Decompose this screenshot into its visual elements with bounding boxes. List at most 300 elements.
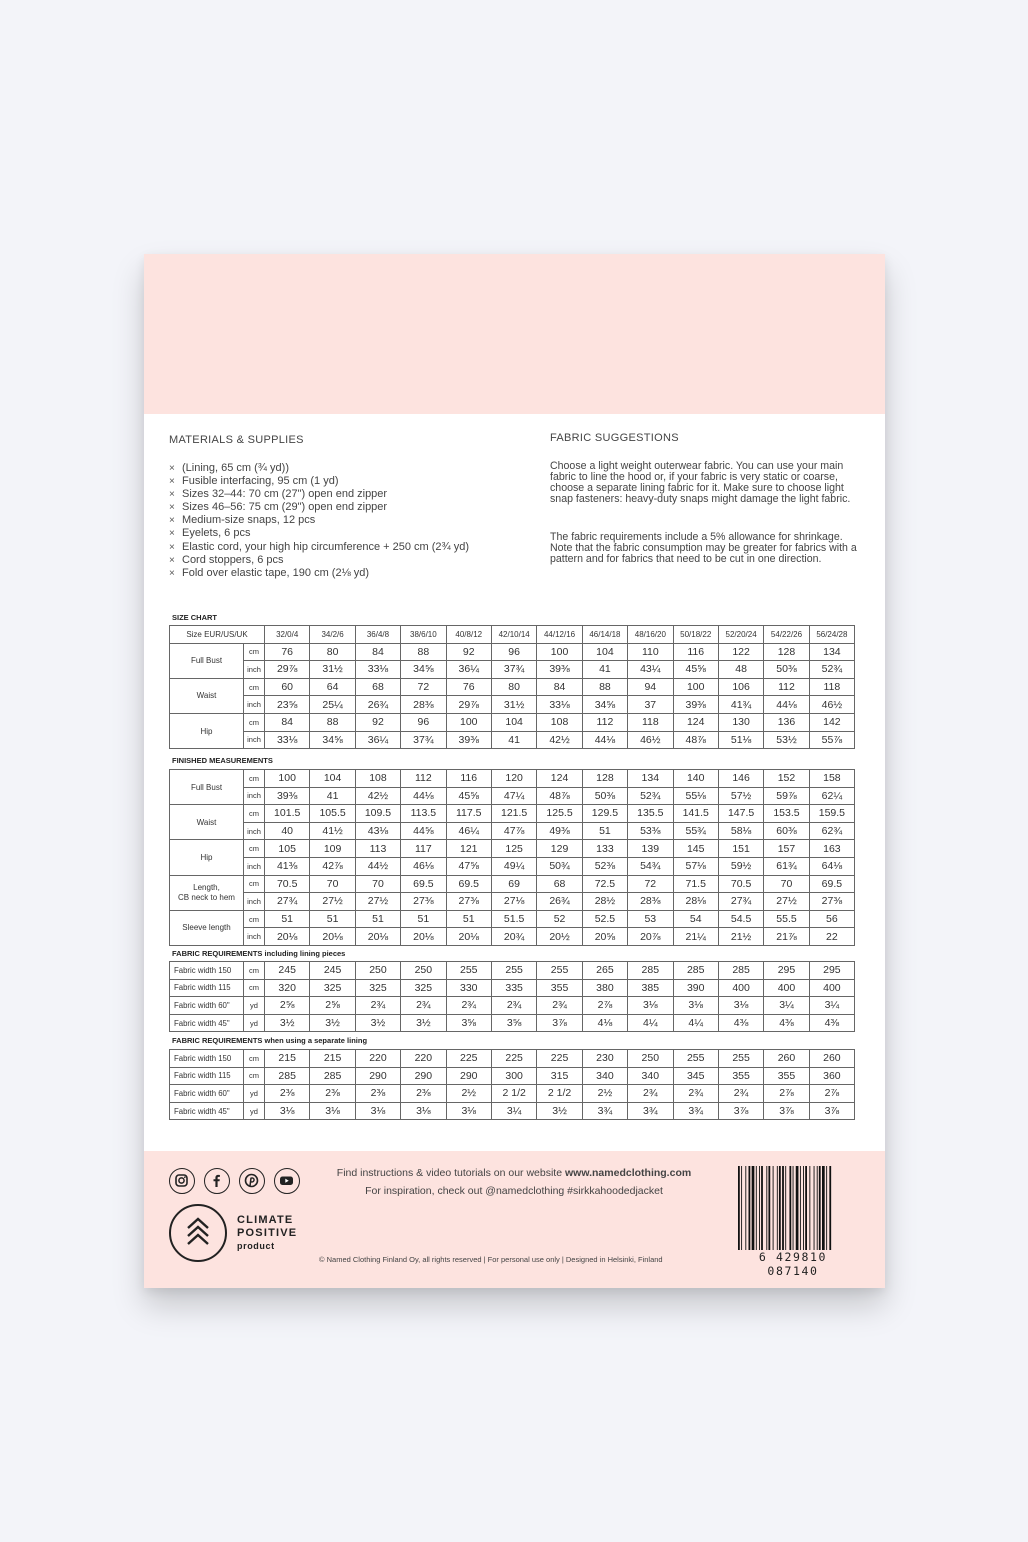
bullet-x-icon: × xyxy=(169,541,175,553)
materials-item xyxy=(169,541,469,554)
value-inch: 21⅞ xyxy=(764,928,809,946)
value-inch: 41¾ xyxy=(718,696,763,714)
unit-inch: inch xyxy=(244,893,265,911)
value-cm: 84 xyxy=(537,678,582,696)
value-cm: 88 xyxy=(582,678,627,696)
table-row xyxy=(170,1085,855,1103)
value-cm: 117.5 xyxy=(446,805,491,823)
climate-line-2: POSITIVE xyxy=(237,1227,298,1239)
table-row xyxy=(170,1050,855,1068)
fabric-amount: 285 xyxy=(718,962,763,980)
value-inch: 46½ xyxy=(628,731,673,749)
fabric-amount: 2⅞ xyxy=(582,997,627,1015)
fabric-width-label: Fabric width 60" xyxy=(170,1085,244,1103)
value-cm: 100 xyxy=(265,770,310,788)
table-row xyxy=(170,857,855,875)
fabric-amount: 4¼ xyxy=(628,1014,673,1032)
unit-cell: yd xyxy=(244,1014,265,1032)
value-inch: 49⅜ xyxy=(537,822,582,840)
value-cm: 105 xyxy=(265,840,310,858)
fabric-amount: 2⅝ xyxy=(310,997,355,1015)
unit-cm: cm xyxy=(244,643,265,661)
table-row xyxy=(170,1014,855,1032)
value-inch: 43¼ xyxy=(628,661,673,679)
unit-cell: yd xyxy=(244,1102,265,1120)
materials-item-text: Eyelets, 6 pcs xyxy=(182,527,251,540)
value-inch: 28½ xyxy=(582,893,627,911)
barcode-bar xyxy=(817,1166,818,1250)
value-cm: 56 xyxy=(809,910,854,928)
value-cm: 147.5 xyxy=(718,805,763,823)
fabric-amount: 3⅛ xyxy=(401,1102,446,1120)
fabric-amount: 285 xyxy=(265,1067,310,1085)
measure-label: Length, CB neck to hem xyxy=(170,875,244,910)
fabric-req-lining-label: FABRIC REQUIREMENTS including lining pieces xyxy=(172,949,346,958)
fabric-amount: 225 xyxy=(491,1050,536,1068)
value-cm: 70 xyxy=(764,875,809,893)
climate-line-3: product xyxy=(237,1241,275,1251)
value-cm: 94 xyxy=(628,678,673,696)
table-row xyxy=(170,962,855,980)
bullet-x-icon: × xyxy=(169,489,175,501)
measure-label: Full Bust xyxy=(170,770,244,805)
bullet-x-icon: × xyxy=(169,528,175,540)
fabric-amount: 3½ xyxy=(310,1014,355,1032)
value-cm: 53 xyxy=(628,910,673,928)
fabric-amount: 250 xyxy=(355,962,400,980)
value-cm: 80 xyxy=(310,643,355,661)
table-row xyxy=(170,713,855,731)
value-cm: 64 xyxy=(310,678,355,696)
value-inch: 52¾ xyxy=(809,661,854,679)
table-row xyxy=(170,643,855,661)
barcode-bar xyxy=(759,1166,760,1250)
value-inch: 57½ xyxy=(718,787,763,805)
value-inch: 20⅛ xyxy=(265,928,310,946)
table-row xyxy=(170,840,855,858)
fabric-amount: 255 xyxy=(537,962,582,980)
value-inch: 20⅞ xyxy=(628,928,673,946)
value-cm: 84 xyxy=(265,713,310,731)
value-inch: 46⅛ xyxy=(401,857,446,875)
value-cm: 146 xyxy=(718,770,763,788)
fabric-amount: 2 1/2 xyxy=(491,1085,536,1103)
climate-positive-text xyxy=(237,1214,297,1253)
value-cm: 109.5 xyxy=(355,805,400,823)
fabric-amount: 4¼ xyxy=(673,1014,718,1032)
unit-inch: inch xyxy=(244,857,265,875)
value-inch: 45⅝ xyxy=(446,787,491,805)
table-row xyxy=(170,770,855,788)
barcode-bar xyxy=(809,1166,810,1250)
unit-cm: cm xyxy=(244,910,265,928)
size-header-cell: 44/12/16 xyxy=(537,626,582,644)
value-cm: 69.5 xyxy=(446,875,491,893)
value-inch: 34⅝ xyxy=(310,731,355,749)
value-inch: 29⅞ xyxy=(446,696,491,714)
pinterest-icon[interactable] xyxy=(239,1168,265,1194)
value-inch: 26¾ xyxy=(537,893,582,911)
table-row xyxy=(170,787,855,805)
value-inch: 61¾ xyxy=(764,857,809,875)
value-inch: 47⅝ xyxy=(446,857,491,875)
value-inch: 42⅞ xyxy=(310,857,355,875)
fabric-req-separate-label: FABRIC REQUIREMENTS when using a separate lining xyxy=(172,1036,368,1045)
value-inch: 27⅛ xyxy=(491,893,536,911)
value-cm: 116 xyxy=(673,643,718,661)
website-line xyxy=(322,1167,706,1179)
barcode-bar xyxy=(793,1166,794,1250)
unit-inch: inch xyxy=(244,696,265,714)
fabric-amount: 2¾ xyxy=(491,997,536,1015)
unit-cm: cm xyxy=(244,875,265,893)
value-cm: 116 xyxy=(446,770,491,788)
value-inch: 45⅝ xyxy=(673,661,718,679)
value-cm: 128 xyxy=(582,770,627,788)
value-inch: 41 xyxy=(491,731,536,749)
barcode-bar xyxy=(777,1166,778,1250)
size-header-cell: 32/0/4 xyxy=(265,626,310,644)
fabric-amount: 260 xyxy=(809,1050,854,1068)
value-inch: 34⅝ xyxy=(582,696,627,714)
top-pink-band xyxy=(144,254,885,414)
value-cm: 76 xyxy=(265,643,310,661)
bullet-x-icon: × xyxy=(169,463,175,474)
fabric-req-lining-table xyxy=(169,961,855,1032)
fabric-amount: 2¾ xyxy=(718,1085,763,1103)
value-inch: 39⅜ xyxy=(446,731,491,749)
barcode-bar xyxy=(741,1166,742,1250)
fabric-amount: 3½ xyxy=(265,1014,310,1032)
fabric-amount: 355 xyxy=(537,979,582,997)
value-cm: 88 xyxy=(401,643,446,661)
unit-cm: cm xyxy=(244,713,265,731)
unit-cell: cm xyxy=(244,1050,265,1068)
fabric-amount: 2¾ xyxy=(446,997,491,1015)
value-inch: 28⅜ xyxy=(628,893,673,911)
value-cm: 52.5 xyxy=(582,910,627,928)
bullet-x-icon: × xyxy=(169,554,175,566)
fabric-amount: 265 xyxy=(582,962,627,980)
materials-item xyxy=(169,475,469,488)
fabric-width-label: Fabric width 60" xyxy=(170,997,244,1015)
value-inch: 49¼ xyxy=(491,857,536,875)
value-cm: 122 xyxy=(718,643,763,661)
fabric-amount: 285 xyxy=(310,1067,355,1085)
value-cm: 112 xyxy=(582,713,627,731)
materials-title: MATERIALS & SUPPLIES xyxy=(169,434,304,446)
fabric-amount: 295 xyxy=(809,962,854,980)
value-cm: 71.5 xyxy=(673,875,718,893)
value-inch: 20⅝ xyxy=(582,928,627,946)
materials-item-text: Fold over elastic tape, 190 cm (2⅛ yd) xyxy=(182,566,370,579)
value-cm: 117 xyxy=(401,840,446,858)
fabric-amount: 225 xyxy=(537,1050,582,1068)
fabric-amount: 3¼ xyxy=(809,997,854,1015)
value-cm: 153.5 xyxy=(764,805,809,823)
value-cm: 108 xyxy=(537,713,582,731)
value-inch: 28⅛ xyxy=(673,893,718,911)
barcode-bar xyxy=(819,1166,821,1250)
fabric-amount: 4⅛ xyxy=(582,1014,627,1032)
footer-band xyxy=(144,1151,885,1288)
value-inch: 21¼ xyxy=(673,928,718,946)
value-inch: 53½ xyxy=(764,731,809,749)
value-cm: 157 xyxy=(764,840,809,858)
value-inch: 26¾ xyxy=(355,696,400,714)
climate-line-1: CLIMATE xyxy=(237,1214,294,1226)
barcode xyxy=(736,1166,856,1250)
value-inch: 51 xyxy=(582,822,627,840)
value-cm: 112 xyxy=(764,678,809,696)
size-header-cell: 36/4/8 xyxy=(355,626,400,644)
value-inch: 33⅛ xyxy=(265,731,310,749)
fabric-amount: 3⅛ xyxy=(310,1102,355,1120)
value-cm: 70.5 xyxy=(265,875,310,893)
finished-measurements-table xyxy=(169,769,855,946)
unit-inch: inch xyxy=(244,928,265,946)
value-cm: 129.5 xyxy=(582,805,627,823)
fabric-amount: 2⅞ xyxy=(764,1085,809,1103)
value-cm: 151 xyxy=(718,840,763,858)
fabric-amount: 255 xyxy=(718,1050,763,1068)
value-cm: 100 xyxy=(673,678,718,696)
value-inch: 55⅛ xyxy=(673,787,718,805)
value-cm: 70.5 xyxy=(718,875,763,893)
fabric-amount: 325 xyxy=(355,979,400,997)
fabric-amount: 355 xyxy=(718,1067,763,1085)
fabric-amount: 300 xyxy=(491,1067,536,1085)
fabric-amount: 390 xyxy=(673,979,718,997)
barcode-number: 6 429810 087140 xyxy=(758,1250,828,1278)
table-row xyxy=(170,875,855,893)
fabric-amount: 3⅛ xyxy=(446,1102,491,1120)
website-line-prefix: Find instructions & video tutorials on our website xyxy=(336,1167,565,1179)
value-inch: 21½ xyxy=(718,928,763,946)
fabric-amount: 225 xyxy=(446,1050,491,1068)
value-inch: 50¾ xyxy=(537,857,582,875)
fabric-amount: 290 xyxy=(355,1067,400,1085)
youtube-icon[interactable] xyxy=(274,1168,300,1194)
value-inch: 20⅛ xyxy=(446,928,491,946)
fabric-amount: 3½ xyxy=(401,1014,446,1032)
fabric-amount: 215 xyxy=(310,1050,355,1068)
fabric-amount: 330 xyxy=(446,979,491,997)
materials-item xyxy=(169,567,469,580)
value-cm: 158 xyxy=(809,770,854,788)
value-cm: 51.5 xyxy=(491,910,536,928)
fabric-amount: 215 xyxy=(265,1050,310,1068)
value-cm: 108 xyxy=(355,770,400,788)
value-cm: 101.5 xyxy=(265,805,310,823)
fabric-amount: 4⅜ xyxy=(764,1014,809,1032)
fabric-amount: 260 xyxy=(764,1050,809,1068)
value-cm: 125.5 xyxy=(537,805,582,823)
value-inch: 48⅞ xyxy=(537,787,582,805)
fabric-amount: 250 xyxy=(628,1050,673,1068)
measure-label: Waist xyxy=(170,678,244,713)
value-inch: 42½ xyxy=(537,731,582,749)
barcode-bar xyxy=(749,1166,751,1250)
fabric-amount: 3⅛ xyxy=(628,997,673,1015)
fabric-amount: 3½ xyxy=(355,1014,400,1032)
table-row xyxy=(170,893,855,911)
barcode-bar xyxy=(745,1166,746,1250)
barcode-bar xyxy=(803,1166,804,1250)
value-cm: 121.5 xyxy=(491,805,536,823)
barcode-bar xyxy=(796,1166,799,1250)
barcode-bar xyxy=(766,1166,767,1250)
value-cm: 145 xyxy=(673,840,718,858)
fabric-amount: 2⅜ xyxy=(355,1085,400,1103)
fabric-amount: 3⅝ xyxy=(446,1014,491,1032)
bullet-x-icon: × xyxy=(169,502,175,514)
fabric-amount: 355 xyxy=(764,1067,809,1085)
unit-inch: inch xyxy=(244,731,265,749)
table-row xyxy=(170,1067,855,1085)
fabric-amount: 2¾ xyxy=(401,997,446,1015)
unit-cell: cm xyxy=(244,979,265,997)
fabric-amount: 3⅞ xyxy=(537,1014,582,1032)
barcode-bar xyxy=(761,1166,763,1250)
value-inch: 41½ xyxy=(310,822,355,840)
value-inch: 52⅜ xyxy=(582,857,627,875)
barcode-bar xyxy=(822,1166,825,1250)
fabric-amount: 4⅜ xyxy=(718,1014,763,1032)
measure-label: Hip xyxy=(170,713,244,748)
value-cm: 68 xyxy=(355,678,400,696)
unit-cell: cm xyxy=(244,962,265,980)
fabric-amount: 2¾ xyxy=(673,1085,718,1103)
value-inch: 55⅞ xyxy=(809,731,854,749)
value-inch: 44⅛ xyxy=(582,731,627,749)
fabric-allowance-text: The fabric requirements include a 5% allowance for shrinkage. Note that the fabric consumption may be greater for fabrics with a pattern and for fabrics that need to be cut in one direction. xyxy=(550,531,857,565)
value-inch: 64⅛ xyxy=(809,857,854,875)
fabric-amount: 245 xyxy=(310,962,355,980)
value-cm: 51 xyxy=(446,910,491,928)
value-cm: 129 xyxy=(537,840,582,858)
value-cm: 112 xyxy=(401,770,446,788)
value-inch: 39⅜ xyxy=(265,787,310,805)
value-cm: 139 xyxy=(628,840,673,858)
fabric-amount: 2⅝ xyxy=(265,997,310,1015)
barcode-bar xyxy=(768,1166,770,1250)
value-cm: 84 xyxy=(355,643,400,661)
fabric-amount: 245 xyxy=(265,962,310,980)
value-cm: 104 xyxy=(491,713,536,731)
value-inch: 62¾ xyxy=(809,822,854,840)
materials-item xyxy=(169,488,469,501)
value-inch: 20¾ xyxy=(491,928,536,946)
barcode-bar xyxy=(782,1166,784,1250)
size-header-label: Size EUR/US/UK xyxy=(170,626,265,644)
value-cm: 152 xyxy=(764,770,809,788)
value-inch: 27⅜ xyxy=(401,893,446,911)
copyright-text: © Named Clothing Finland Oy, all rights reserved | For personal use only | Designed in Helsinki, Finland xyxy=(319,1255,663,1264)
value-inch: 27¾ xyxy=(265,893,310,911)
value-inch: 44⅛ xyxy=(401,787,446,805)
value-cm: 128 xyxy=(764,643,809,661)
fabric-width-label: Fabric width 150 xyxy=(170,962,244,980)
barcode-bar xyxy=(785,1166,786,1250)
measure-label: Hip xyxy=(170,840,244,875)
value-inch: 59⅞ xyxy=(764,787,809,805)
fabric-amount: 220 xyxy=(401,1050,446,1068)
fabric-amount: 340 xyxy=(582,1067,627,1085)
table-row xyxy=(170,822,855,840)
fabric-amount: 2¾ xyxy=(355,997,400,1015)
facebook-icon[interactable] xyxy=(204,1168,230,1194)
materials-item-text: (Lining, 65 cm (¾ yd)) xyxy=(182,462,289,474)
instagram-icon[interactable] xyxy=(169,1168,195,1194)
fabric-amount: 400 xyxy=(764,979,809,997)
fabric-amount: 285 xyxy=(673,962,718,980)
fabric-amount: 3¾ xyxy=(628,1102,673,1120)
table-row xyxy=(170,661,855,679)
value-inch: 48 xyxy=(718,661,763,679)
fabric-amount: 3⅞ xyxy=(764,1102,809,1120)
barcode-bar xyxy=(805,1166,807,1250)
fabric-amount: 250 xyxy=(401,962,446,980)
fabric-amount: 290 xyxy=(446,1067,491,1085)
fabric-amount: 360 xyxy=(809,1067,854,1085)
fabric-width-label: Fabric width 150 xyxy=(170,1050,244,1068)
climate-positive-logo xyxy=(169,1204,227,1262)
fabric-amount: 2½ xyxy=(582,1085,627,1103)
bullet-x-icon: × xyxy=(169,567,175,579)
unit-inch: inch xyxy=(244,661,265,679)
fabric-amount: 3¾ xyxy=(582,1102,627,1120)
value-cm: 69.5 xyxy=(401,875,446,893)
barcode-bar xyxy=(826,1166,827,1250)
website-link[interactable]: www.namedclothing.com xyxy=(564,1167,692,1179)
fabric-amount: 3½ xyxy=(537,1102,582,1120)
materials-item-text: Sizes 32–44: 70 cm (27") open end zipper xyxy=(182,488,388,501)
size-header-cell: 56/24/28 xyxy=(809,626,854,644)
bullet-x-icon: × xyxy=(169,476,175,488)
fabric-amount: 3⅛ xyxy=(673,997,718,1015)
value-inch: 62¼ xyxy=(809,787,854,805)
fabric-suggestions-title: FABRIC SUGGESTIONS xyxy=(550,432,679,444)
value-cm: 88 xyxy=(310,713,355,731)
fabric-amount: 325 xyxy=(401,979,446,997)
materials-item-text: Medium-size snaps, 12 pcs xyxy=(182,514,316,527)
value-cm: 72 xyxy=(401,678,446,696)
value-cm: 140 xyxy=(673,770,718,788)
value-inch: 27¾ xyxy=(718,893,763,911)
value-inch: 58⅛ xyxy=(718,822,763,840)
fabric-width-label: Fabric width 115 xyxy=(170,1067,244,1085)
table-row xyxy=(170,678,855,696)
value-inch: 41 xyxy=(310,787,355,805)
value-inch: 44⅝ xyxy=(401,822,446,840)
fabric-amount: 295 xyxy=(764,962,809,980)
value-inch: 27⅜ xyxy=(809,893,854,911)
unit-inch: inch xyxy=(244,787,265,805)
materials-list xyxy=(169,462,469,580)
value-cm: 130 xyxy=(718,713,763,731)
fabric-amount: 2¾ xyxy=(537,997,582,1015)
value-cm: 68 xyxy=(537,875,582,893)
value-cm: 136 xyxy=(764,713,809,731)
barcode-bar xyxy=(756,1166,757,1250)
value-inch: 36¼ xyxy=(355,731,400,749)
value-inch: 28⅜ xyxy=(401,696,446,714)
fabric-amount: 290 xyxy=(401,1067,446,1085)
fabric-amount: 2⅜ xyxy=(310,1085,355,1103)
value-inch: 41 xyxy=(582,661,627,679)
value-inch: 57⅛ xyxy=(673,857,718,875)
